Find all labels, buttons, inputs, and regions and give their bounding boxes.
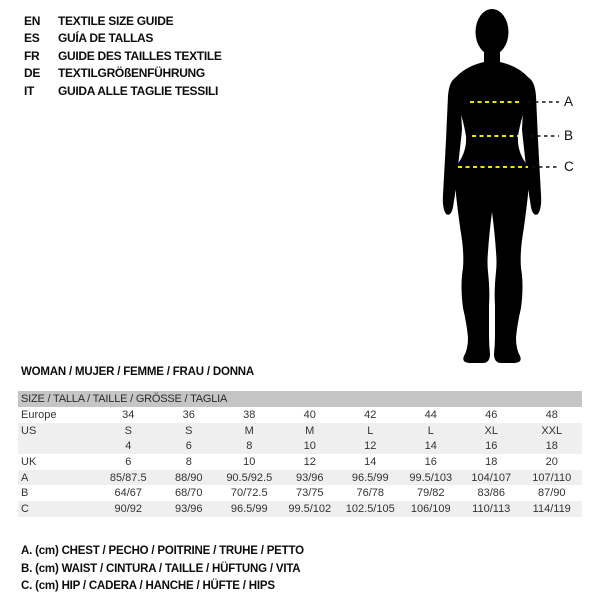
size-cell: 87/90 xyxy=(537,487,566,500)
size-cell: 70/72.5 xyxy=(230,487,268,500)
row-label: Europe xyxy=(21,408,57,421)
table-header-row xyxy=(18,391,582,407)
size-cell: XL xyxy=(461,423,522,439)
woman-measurement-figure xyxy=(425,5,600,370)
size-cell: 18 xyxy=(522,438,583,454)
measurement-legend xyxy=(21,543,304,596)
lang-title: TEXTILGRÖßENFÜHRUNG xyxy=(58,66,205,81)
size-cell: 8 xyxy=(219,438,280,454)
size-cell: 8 xyxy=(185,455,192,468)
legend-line-hip: C. (cm) HIP / CADERA / HANCHE / HÜFTE / HIPS xyxy=(21,580,275,592)
size-cell: 12 xyxy=(303,455,316,468)
size-cell: 38 xyxy=(243,408,256,421)
table-row-us-numeric xyxy=(18,438,582,454)
size-cell: 96.5/99 xyxy=(219,501,280,517)
size-cell: S xyxy=(98,423,159,439)
size-cell: 90.5/92.5 xyxy=(219,470,280,486)
lang-row-it xyxy=(24,82,222,100)
size-cell: 16 xyxy=(424,455,437,468)
lang-row-de xyxy=(24,65,222,83)
section-title-woman: WOMAN / MUJER / FEMME / FRAU / DONNA xyxy=(21,366,255,378)
size-cell: 110/113 xyxy=(461,501,522,517)
lang-title: GUIDE DES TAILLES TEXTILE xyxy=(58,48,222,63)
size-cell: 6 xyxy=(159,438,220,454)
size-cell: 76/78 xyxy=(356,487,385,500)
lang-code: DE xyxy=(24,66,41,81)
size-cell: 93/96 xyxy=(280,470,341,486)
lang-row-fr xyxy=(24,47,222,65)
lang-title: GUÍA DE TALLAS xyxy=(58,31,154,46)
size-cell: 46 xyxy=(485,408,498,421)
table-row-uk xyxy=(18,454,582,470)
size-cell: XXL xyxy=(522,423,583,439)
size-cell: 4 xyxy=(98,438,159,454)
size-cell: 90/92 xyxy=(98,501,159,517)
legend-line-waist: B. (cm) WAIST / CINTURA / TAILLE / HÜFTUNG / VITA xyxy=(21,562,301,575)
lang-code: IT xyxy=(24,83,35,98)
size-cell: L xyxy=(401,423,462,439)
size-cell: 93/96 xyxy=(159,501,220,517)
size-cell: M xyxy=(219,423,280,439)
size-cell: 99.5/102 xyxy=(280,501,341,517)
language-title-block xyxy=(24,12,222,100)
row-label: B xyxy=(21,487,29,500)
size-cell: 42 xyxy=(364,408,377,421)
lang-title: GUIDA ALLE TAGLIE TESSILI xyxy=(58,83,219,98)
size-cell: 12 xyxy=(340,438,401,454)
table-header: SIZE / TALLA / TAILLE / GRÖSSE / TAGLIA xyxy=(18,391,582,407)
lang-row-en xyxy=(24,12,222,30)
size-cell: 114/119 xyxy=(522,501,583,517)
row-label: A xyxy=(18,470,98,486)
table-row-europe xyxy=(18,407,582,423)
size-table xyxy=(18,391,582,517)
measure-label-a: A xyxy=(564,94,574,109)
size-cell: 16 xyxy=(461,438,522,454)
size-cell: 106/109 xyxy=(401,501,462,517)
size-cell: 18 xyxy=(485,455,498,468)
table-row-us xyxy=(18,423,582,439)
size-cell: 107/110 xyxy=(522,470,583,486)
lang-code: EN xyxy=(24,13,41,28)
size-cell: 99.5/103 xyxy=(401,470,462,486)
size-cell: 96.5/99 xyxy=(340,470,401,486)
lang-row-es xyxy=(24,30,222,48)
silhouette-body xyxy=(453,52,531,363)
legend-line-chest: A. (cm) CHEST / PECHO / POITRINE / TRUHE / PETTO xyxy=(21,545,304,557)
size-cell: S xyxy=(159,423,220,439)
size-cell: 44 xyxy=(424,408,437,421)
measure-label-c: C xyxy=(564,159,574,174)
table-row-chest-a xyxy=(18,470,582,486)
size-cell: M xyxy=(280,423,341,439)
size-cell: 10 xyxy=(243,455,256,468)
size-cell: 6 xyxy=(125,455,132,468)
size-cell: 48 xyxy=(545,408,558,421)
row-label: C xyxy=(18,501,98,517)
size-cell: 64/67 xyxy=(114,487,143,500)
woman-silhouette-svg xyxy=(425,5,600,370)
lang-code: ES xyxy=(24,31,40,46)
lang-title: TEXTILE SIZE GUIDE xyxy=(58,13,174,28)
size-cell: 102.5/105 xyxy=(340,501,401,517)
row-label: US xyxy=(18,423,98,439)
size-cell: 83/86 xyxy=(477,487,506,500)
size-cell: 73/75 xyxy=(295,487,324,500)
size-cell: 34 xyxy=(122,408,135,421)
size-cell: L xyxy=(340,423,401,439)
size-cell: 68/70 xyxy=(174,487,203,500)
size-cell: 79/82 xyxy=(416,487,445,500)
size-cell: 20 xyxy=(545,455,558,468)
size-cell: 36 xyxy=(182,408,195,421)
size-cell: 85/87.5 xyxy=(98,470,159,486)
size-cell: 14 xyxy=(364,455,377,468)
size-cell: 88/90 xyxy=(159,470,220,486)
size-cell: 104/107 xyxy=(461,470,522,486)
size-cell: 14 xyxy=(401,438,462,454)
measure-label-b: B xyxy=(564,128,574,143)
table-row-waist-b xyxy=(18,485,582,501)
row-label: UK xyxy=(21,455,37,468)
table-row-hip-c xyxy=(18,501,582,517)
row-label xyxy=(18,438,98,454)
size-cell: 40 xyxy=(303,408,316,421)
size-cell: 10 xyxy=(280,438,341,454)
lang-code: FR xyxy=(24,48,40,63)
